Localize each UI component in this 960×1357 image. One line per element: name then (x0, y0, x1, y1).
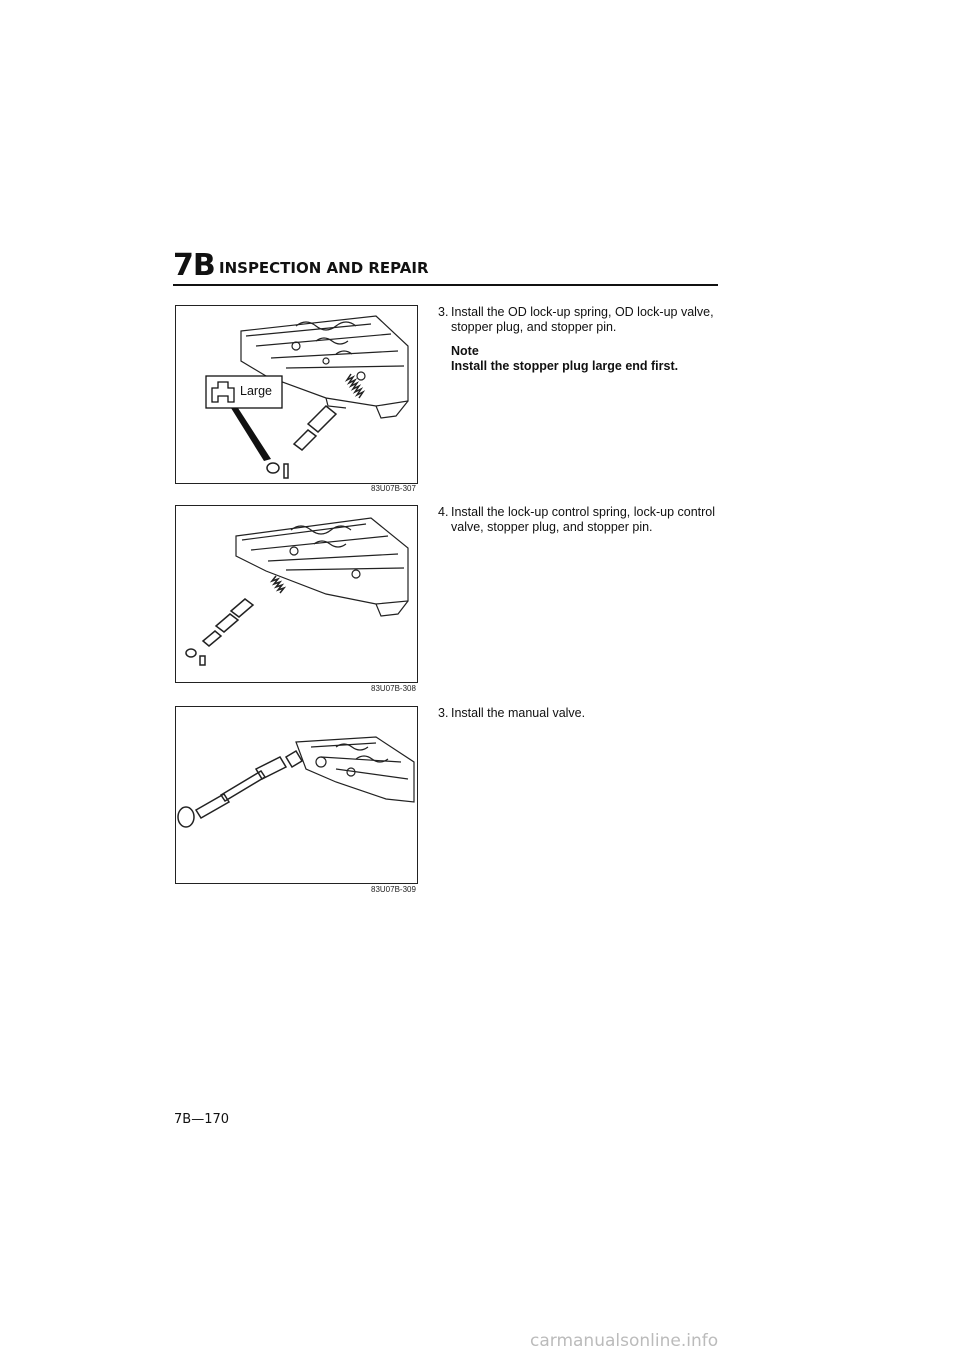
step-text: Install the manual valve. (451, 706, 586, 720)
section-title: INSPECTION AND REPAIR (219, 259, 429, 277)
od-lockup-valve-illustration (176, 306, 417, 483)
step-text: Install the OD lock-up spring, OD lock-up valve, stopper plug, and stopper pin. (451, 305, 714, 334)
callout-label: Large (240, 384, 272, 398)
page-number: 7B—170 (174, 1112, 230, 1127)
header-rule (173, 284, 718, 286)
step-number: 3. (438, 305, 449, 319)
figure-code: 83U07B-308 (371, 684, 416, 693)
figure-code: 83U07B-309 (371, 885, 416, 894)
figure-lockup-control-valve (175, 505, 418, 683)
step-text: Install the lock-up control spring, lock-up control valve, stopper plug, and stopper pin. (451, 505, 716, 534)
watermark: carmanualsonline.info (530, 1331, 719, 1351)
instruction-step (438, 505, 728, 535)
section-number: 7B (173, 248, 215, 283)
figure-code: 83U07B-307 (371, 484, 416, 493)
instruction-step (438, 305, 728, 335)
step-number: 3. (438, 706, 449, 720)
note (451, 344, 731, 374)
instruction-step (438, 706, 728, 721)
figure-od-lockup-valve (175, 305, 418, 484)
figure-manual-valve (175, 706, 418, 884)
note-heading: Note (451, 344, 479, 358)
page-header (173, 248, 718, 284)
step-number: 4. (438, 505, 449, 519)
note-text: Install the stopper plug large end first. (451, 359, 679, 373)
lockup-control-valve-illustration (176, 506, 417, 682)
manual-valve-illustration (176, 707, 417, 883)
